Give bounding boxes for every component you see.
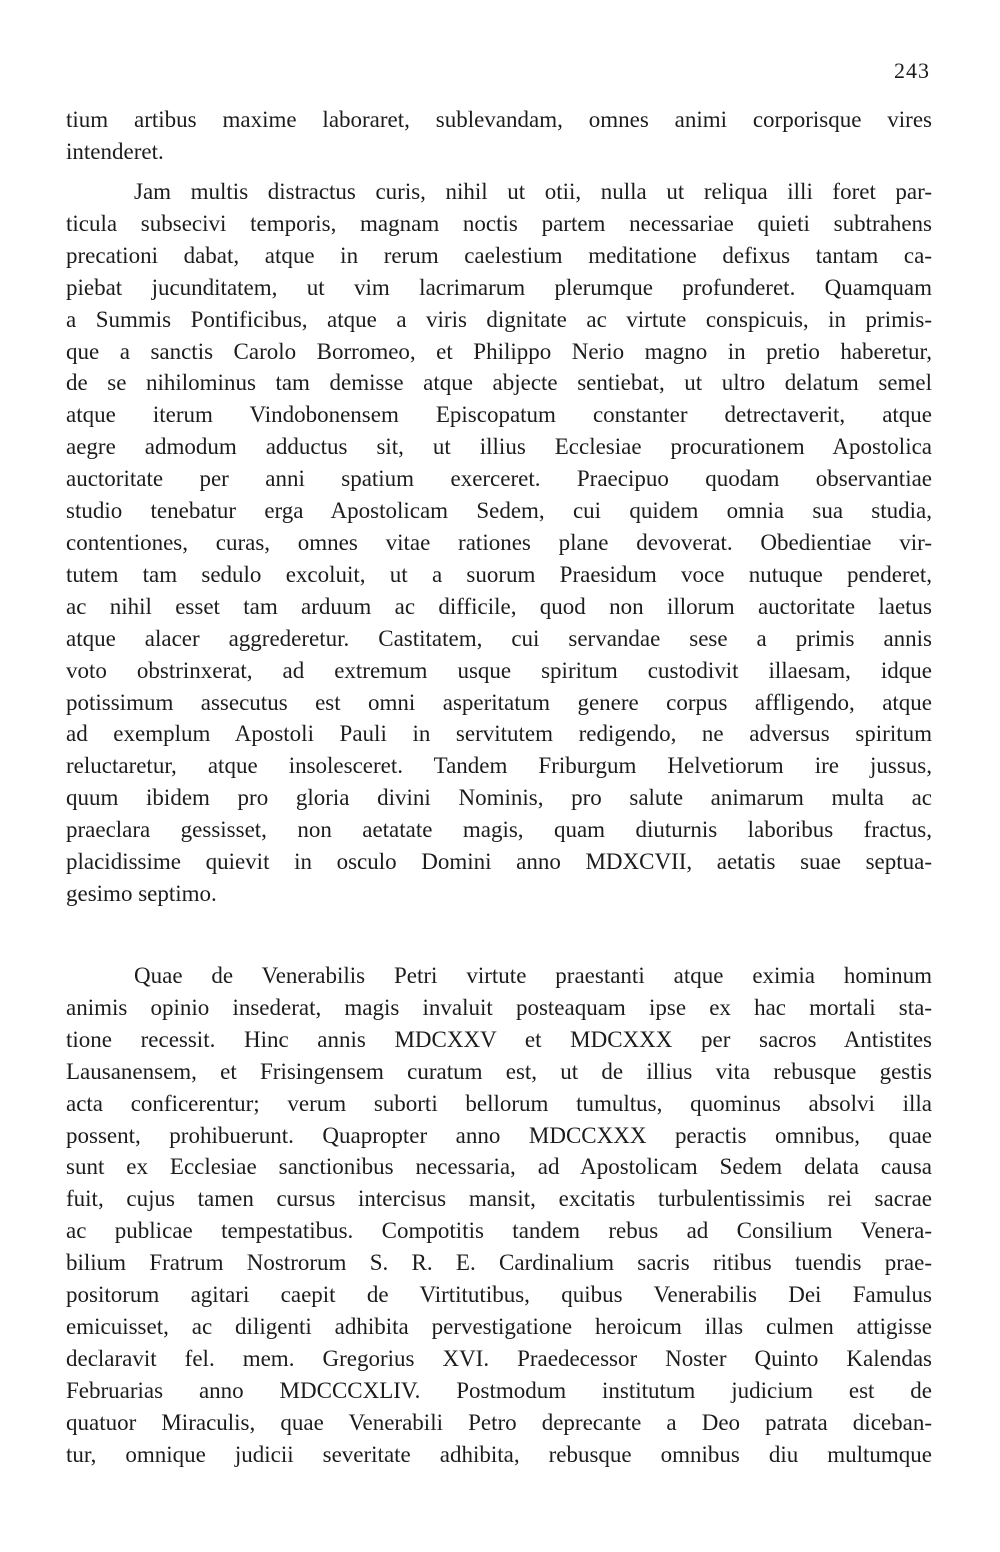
- text-line: tur, omnique judicii severitate adhibita, rebusque omnibus diu multumque: [66, 1441, 932, 1467]
- page-number: 243: [894, 58, 930, 83]
- paragraph-2: [66, 176, 932, 910]
- text-line: Lausanensem, et Frisingensem curatum est, ut de illius vita rebusque gestis: [66, 1058, 932, 1084]
- text-line: atque iterum Vindobonensem Episcopatum constanter detrectaverit, atque: [66, 402, 932, 428]
- text-line: tium artibus maxime laboraret, sublevandam, omnes animi corporisque vires: [66, 107, 932, 132]
- text-line: piebat jucunditatem, ut vim lacrimarum plerumque profunderet. Quamquam: [66, 274, 932, 300]
- text-line: contentiones, curas, omnes vitae rationes plane devoverat. Obedientiae vir-: [66, 529, 932, 555]
- text-line: ad exemplum Apostoli Pauli in servitutem redigendo, ne adversus spiritum: [66, 721, 932, 747]
- paragraph-1: [66, 104, 932, 168]
- text-line: voto obstrinxerat, ad extremum usque spiritum custodivit illaesam, idque: [66, 657, 932, 683]
- text-line: sunt ex Ecclesiae sanctionibus necessaria, ad Apostolicam Sedem delata causa: [66, 1154, 932, 1180]
- text-line: declaravit fel. mem. Gregorius XVI. Praedecessor Noster Quinto Kalendas: [66, 1345, 932, 1371]
- text-line: bilium Fratrum Nostrorum S. R. E. Cardinalium sacris ritibus tuendis prae-: [66, 1250, 932, 1276]
- text-line: possent, prohibuerunt. Quapropter anno MDCCXXX peractis omnibus, quae: [66, 1122, 932, 1148]
- text-line: acta conficerentur; verum suborti bellorum tumultus, quominus absolvi illa: [66, 1090, 932, 1116]
- text-line: precationi dabat, atque in rerum caelestium meditatione defixus tantam ca-: [66, 242, 932, 268]
- text-line: a Summis Pontificibus, atque a viris dignitate ac virtute conspicuis, in primis-: [66, 306, 932, 332]
- text-line: reluctaretur, atque insolesceret. Tandem Friburgum Helvetiorum ire jussus,: [66, 753, 932, 779]
- text-line: que a sanctis Carolo Borromeo, et Philippo Nerio magno in pretio haberetur,: [66, 338, 932, 364]
- text-line: quum ibidem pro gloria divini Nominis, pro salute animarum multa ac: [66, 785, 932, 811]
- text-line: studio tenebatur erga Apostolicam Sedem, cui quidem omnia sua studia,: [66, 498, 932, 524]
- text-line: quatuor Miraculis, quae Venerabili Petro deprecante a Deo patrata diceban-: [66, 1409, 932, 1435]
- text-line: ac publicae tempestatibus. Compotitis tandem rebus ad Consilium Venera-: [66, 1218, 932, 1244]
- text-line: atque alacer aggrederetur. Castitatem, cui servandae sese a primis annis: [66, 625, 932, 651]
- text-line: aegre admodum adductus sit, ut illius Ecclesiae procurationem Apostolica: [66, 434, 932, 460]
- paragraph-3: [66, 960, 932, 1471]
- text-line: Quae de Venerabilis Petri virtute praestanti atque eximia hominum: [134, 963, 932, 988]
- text-line: de se nihilominus tam demisse atque abjecte sentiebat, ut ultro delatum semel: [66, 370, 932, 396]
- text-line: praeclara gessisset, non aetatate magis, quam diuturnis laboribus fractus,: [66, 817, 932, 843]
- text-line: emicuisset, ac diligenti adhibita pervestigatione heroicum illas culmen attigisse: [66, 1313, 932, 1339]
- text-line: gesimo septimo.: [66, 880, 217, 906]
- text-line: animis opinio insederat, magis invaluit posteaquam ipse ex hac mortali sta-: [66, 994, 932, 1020]
- text-line: ticula subsecivi temporis, magnam noctis partem necessariae quieti subtrahens: [66, 210, 932, 236]
- text-line: placidissime quievit in osculo Domini anno MDXCVII, aetatis suae septua-: [66, 849, 932, 875]
- text-line: potissimum assecutus est omni asperitatum genere corpus affligendo, atque: [66, 689, 932, 715]
- text-line: fuit, cujus tamen cursus intercisus mansit, excitatis turbulentissimis rei sacrae: [66, 1186, 932, 1212]
- text-line: auctoritate per anni spatium exerceret. Praecipuo quodam observantiae: [66, 466, 932, 492]
- text-line: tione recessit. Hinc annis MDCXXV et MDCXXX per sacros Antistites: [66, 1026, 932, 1052]
- text-line: positorum agitari caepit de Virtitutibus, quibus Venerabilis Dei Famulus: [66, 1282, 932, 1308]
- text-line: ac nihil esset tam arduum ac difficile, quod non illorum auctoritate laetus: [66, 593, 932, 619]
- text-line: Februarias anno MDCCCXLIV. Postmodum institutum judicium est de: [66, 1377, 932, 1403]
- text-line: intenderet.: [66, 138, 164, 164]
- text-line: tutem tam sedulo excoluit, ut a suorum Praesidum voce nutuque penderet,: [66, 561, 932, 587]
- text-line: Jam multis distractus curis, nihil ut otii, nulla ut reliqua illi foret par-: [134, 179, 932, 204]
